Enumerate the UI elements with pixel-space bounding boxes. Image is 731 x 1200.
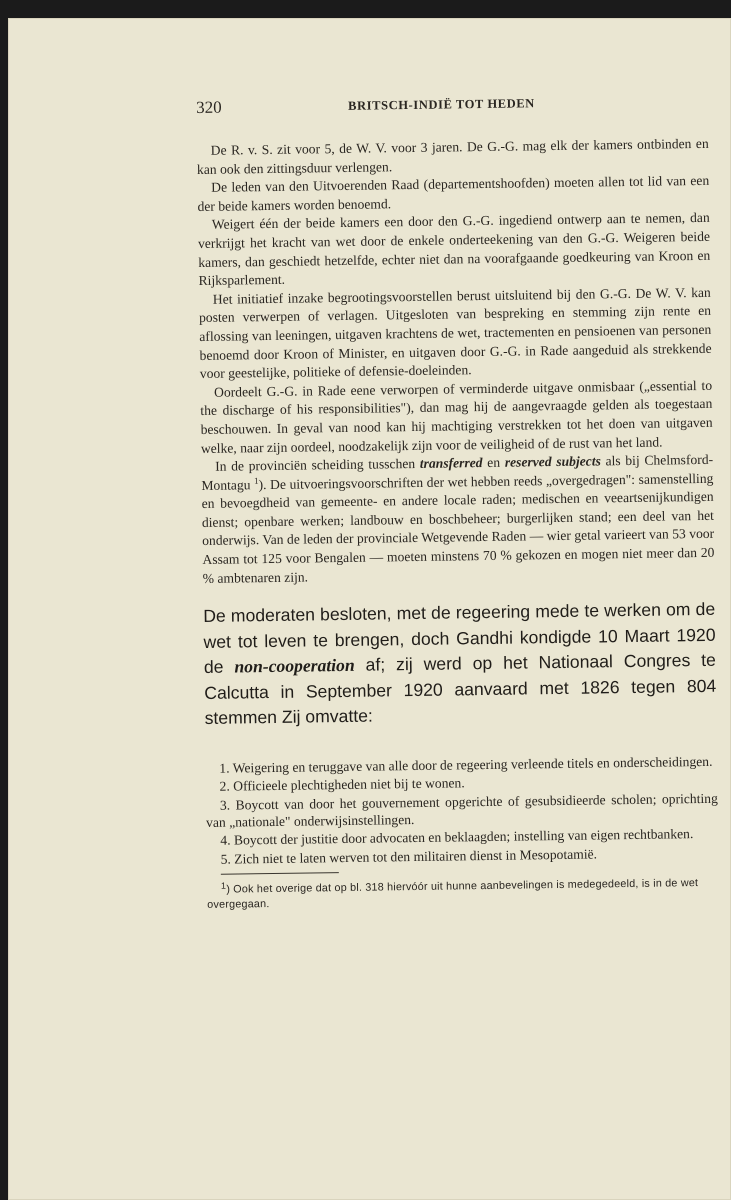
running-title: BRITSCH-INDIË TOT HEDEN (348, 96, 535, 113)
book-page (8, 18, 731, 1200)
page-number: 320 (196, 97, 222, 117)
text-run: als bij Chelmsford-Montagu (201, 451, 714, 493)
list-item: 4. Boycott der justitie door advocaten en beklaagden; instelling van eigen rechtbanken. (220, 826, 694, 849)
paragraph (201, 451, 715, 588)
italic-term-transferred: transferred (419, 455, 483, 472)
list-item: 3. Boycott van door het gouvernement opgerichte of gesubsidieerde scholen; oprichting van „nationale" onderwijsinstellingen. (206, 790, 718, 830)
large-print-paragraph (203, 597, 717, 732)
footnote-text: ) Ook het overige dat op bl. 318 hiervóór uit hunne aanbevelingen is medegedeeld, is in de wet overgegaan. (207, 877, 699, 912)
text-run: en (482, 454, 505, 471)
footnote-mark: 1 (220, 880, 227, 891)
footnote-divider (221, 872, 339, 875)
page-content (196, 91, 719, 913)
numbered-list (205, 753, 718, 869)
list-item: 1. Weigering en teruggave van alle door de regeering verleende titels en onderscheidingen. (219, 753, 713, 776)
body-text (197, 135, 715, 588)
paragraph: De R. v. S. zit voor 5, de W. V. voor 3 jaren. De G.-G. mag elk der kamers ontbinden en kan ook den zittingsduur verlengen. (196, 135, 709, 177)
paragraph: De leden van den Uitvoerenden Raad (departementshoofden) moeten allen tot lid van een der beide kamers worden benoemd. (197, 173, 710, 214)
paragraph: Weigert één der beide kamers een door den G.-G. ingediend ontwerp aan te nemen, dan verkrijgt het kracht van wet door de enkele onderteekening van den G.-G. Weigeren beide kamers, dan geschiedt hetzelfde, echter niet dan na voorafgaande goedkeuring van Kroon en Rijksparlement. (197, 210, 711, 289)
list-item: 5. Zich niet te laten werven tot den militairen dienst in Mesopotamië. (220, 846, 598, 867)
footnote (207, 876, 719, 913)
list-item: 2. Officieele plechtigheden niet bij te wonen. (219, 775, 465, 794)
italic-term-reserved-subjects: reserved subjects (504, 453, 601, 470)
paragraph: Oordeelt G.-G. in Rade eene verworpen of verminderde uitgave onmisbaar („essential to the discharge of his responsibilities"), dan mag hij de aangevraagde gelden als toegestaan beschouwen. In geval van nood kan hij machtiging verstrekken tot het doen van uitgaven welke, naar zijn oordeel, noodzakelijk zijn voor de veiligheid of de rust van het land. (200, 377, 713, 456)
text-run: In de provinciën scheiding tusschen (215, 456, 420, 474)
footnote-reference[interactable]: 1 (253, 475, 259, 486)
text-run: De moderaten besloten, met de regeering mede te werken om de wet tot leven te brengen, doch Gandhi kondigde 10 Maart 1920 de (203, 599, 716, 678)
page-header (196, 91, 708, 124)
text-run: af; zij werd op het Nationaal Congres te Calcutta in September 1920 aanvaard met 1826 tegen 804 stemmen Zij omvatte: (204, 650, 717, 729)
paragraph: Het initiatief inzake begrootingsvoorstellen berust uitsluitend bij den G.-G. De W. V. kan posten verwerpen of verlagen. Uitgesloten van bespreking en stemming zijn rente en aflossing van leeningen, uitgaven krachtens de wet, tractementen en pensioenen van personen benoemd door Kroon of Minister, en uitgaven door G.-G. in Rade aangeduid als strekkende voor geestelijke, politieke of defensie-doeleinden. (198, 284, 712, 382)
italic-term-non-cooperation: non-cooperation (234, 655, 355, 677)
text-run: ). De uitvoeringsvoorschriften der wet hebben reeds „overgedragen": samenstelling en bevoegdheid van gemeente- en andere locale raden; medischen en veeartsenijkundigen dienst; openbare werken; landbouw en boschbeheer; burgerlijken stand; een deel van het onderwijs. Van de leden der provinciale Wetgevende Raden — wier getal varieert van 53 voor Assam tot 125 voor Bengalen — moeten minstens 70 % gekozen en mogen niet meer dan 20 % ambtenaren zijn. (201, 470, 715, 586)
